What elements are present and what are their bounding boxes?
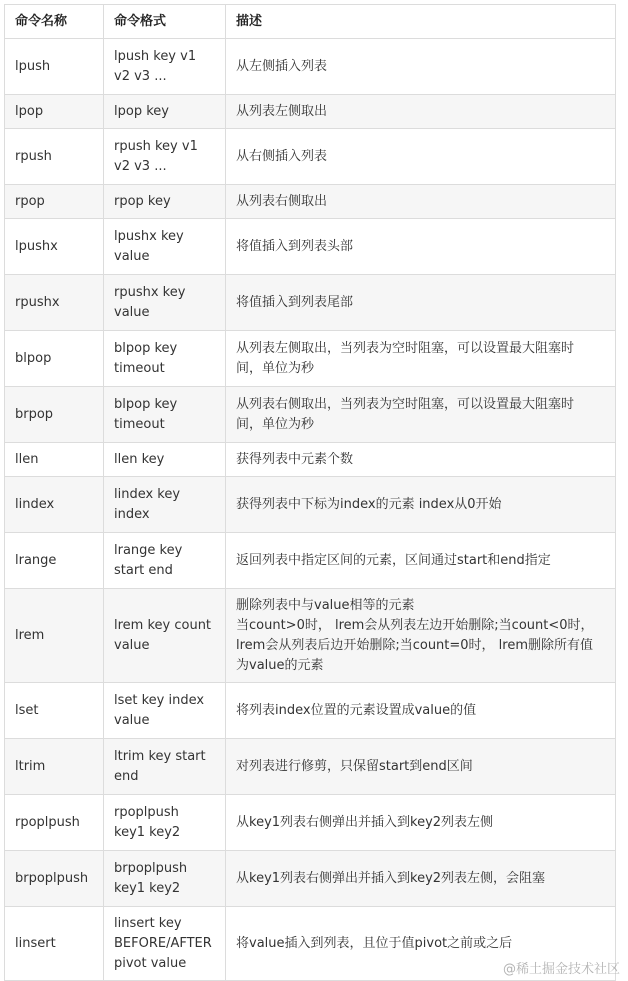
table-row <box>5 129 616 185</box>
cell-command-name: brpop <box>5 387 104 443</box>
cell-command-format: lindex key index <box>104 477 226 533</box>
cell-command-format: brpoplpush key1 key2 <box>104 851 226 907</box>
cell-command-format: linsert key BEFORE/AFTER pivot value <box>104 907 226 981</box>
cell-command-name: linsert <box>5 907 104 981</box>
table-row <box>5 795 616 851</box>
cell-description: 对列表进行修剪，只保留start到end区间 <box>226 739 616 795</box>
table-row <box>5 185 616 219</box>
cell-command-name: rpoplpush <box>5 795 104 851</box>
table-header-row <box>5 5 616 39</box>
table-row <box>5 387 616 443</box>
cell-command-format: llen key <box>104 443 226 477</box>
table-row <box>5 443 616 477</box>
cell-command-name: llen <box>5 443 104 477</box>
cell-command-format: rpushx key value <box>104 275 226 331</box>
cell-command-name: lpop <box>5 95 104 129</box>
cell-description: 从列表左侧取出，当列表为空时阻塞，可以设置最大阻塞时 间，单位为秒 <box>226 331 616 387</box>
cell-description: 将列表index位置的元素设置成value的值 <box>226 683 616 739</box>
cell-description: 从左侧插入列表 <box>226 39 616 95</box>
cell-command-format: lrem key count value <box>104 589 226 683</box>
redis-list-commands-table <box>4 4 616 981</box>
cell-command-format: blpop key timeout <box>104 331 226 387</box>
table-row <box>5 39 616 95</box>
table-row <box>5 683 616 739</box>
header-command-format: 命令格式 <box>104 5 226 39</box>
cell-description: 从列表右侧取出，当列表为空时阻塞，可以设置最大阻塞时 间，单位为秒 <box>226 387 616 443</box>
cell-command-name: lset <box>5 683 104 739</box>
cell-command-format: lset key index value <box>104 683 226 739</box>
table-row <box>5 533 616 589</box>
watermark: @稀土掘金技术社区 <box>502 962 620 977</box>
cell-command-format: rpush key v1 v2 v3 ... <box>104 129 226 185</box>
cell-description: 将值插入到列表头部 <box>226 219 616 275</box>
cell-description: 将value插入到列表，且位于值pivot之前或之后 <box>226 907 616 981</box>
cell-command-format: lrange key start end <box>104 533 226 589</box>
table-row <box>5 589 616 683</box>
cell-description: 从key1列表右侧弹出并插入到key2列表左侧 <box>226 795 616 851</box>
cell-description: 获得列表中元素个数 <box>226 443 616 477</box>
cell-description: 从列表左侧取出 <box>226 95 616 129</box>
cell-description: 获得列表中下标为index的元素 index从0开始 <box>226 477 616 533</box>
cell-command-name: rpop <box>5 185 104 219</box>
cell-command-format: rpoplpush key1 key2 <box>104 795 226 851</box>
table-row <box>5 477 616 533</box>
cell-description: 从列表右侧取出 <box>226 185 616 219</box>
cell-command-format: ltrim key start end <box>104 739 226 795</box>
cell-command-name: rpush <box>5 129 104 185</box>
cell-command-name: lindex <box>5 477 104 533</box>
cell-command-name: lrange <box>5 533 104 589</box>
cell-command-format: lpushx key value <box>104 219 226 275</box>
cell-description: 将值插入到列表尾部 <box>226 275 616 331</box>
cell-command-name: lpushx <box>5 219 104 275</box>
table-row <box>5 275 616 331</box>
table-row <box>5 851 616 907</box>
cell-command-format: rpop key <box>104 185 226 219</box>
cell-command-name: ltrim <box>5 739 104 795</box>
cell-command-format: lpop key <box>104 95 226 129</box>
cell-command-name: rpushx <box>5 275 104 331</box>
table-row <box>5 331 616 387</box>
cell-description: 返回列表中指定区间的元素，区间通过start和end指定 <box>226 533 616 589</box>
cell-command-name: lrem <box>5 589 104 683</box>
cell-command-name: brpoplpush <box>5 851 104 907</box>
table-row <box>5 95 616 129</box>
table-row <box>5 739 616 795</box>
cell-command-name: lpush <box>5 39 104 95</box>
cell-command-format: blpop key timeout <box>104 387 226 443</box>
header-command-name: 命令名称 <box>5 5 104 39</box>
cell-description: 从key1列表右侧弹出并插入到key2列表左侧，会阻塞 <box>226 851 616 907</box>
cell-description: 删除列表中与value相等的元素 当count>0时， lrem会从列表左边开始删除;当count<0时， lrem会从列表后边开始删除;当count=0时， lrem删除所有值 为value的元素 <box>226 589 616 683</box>
table-row <box>5 219 616 275</box>
cell-command-name: blpop <box>5 331 104 387</box>
cell-description: 从右侧插入列表 <box>226 129 616 185</box>
header-description: 描述 <box>226 5 616 39</box>
cell-command-format: lpush key v1 v2 v3 ... <box>104 39 226 95</box>
